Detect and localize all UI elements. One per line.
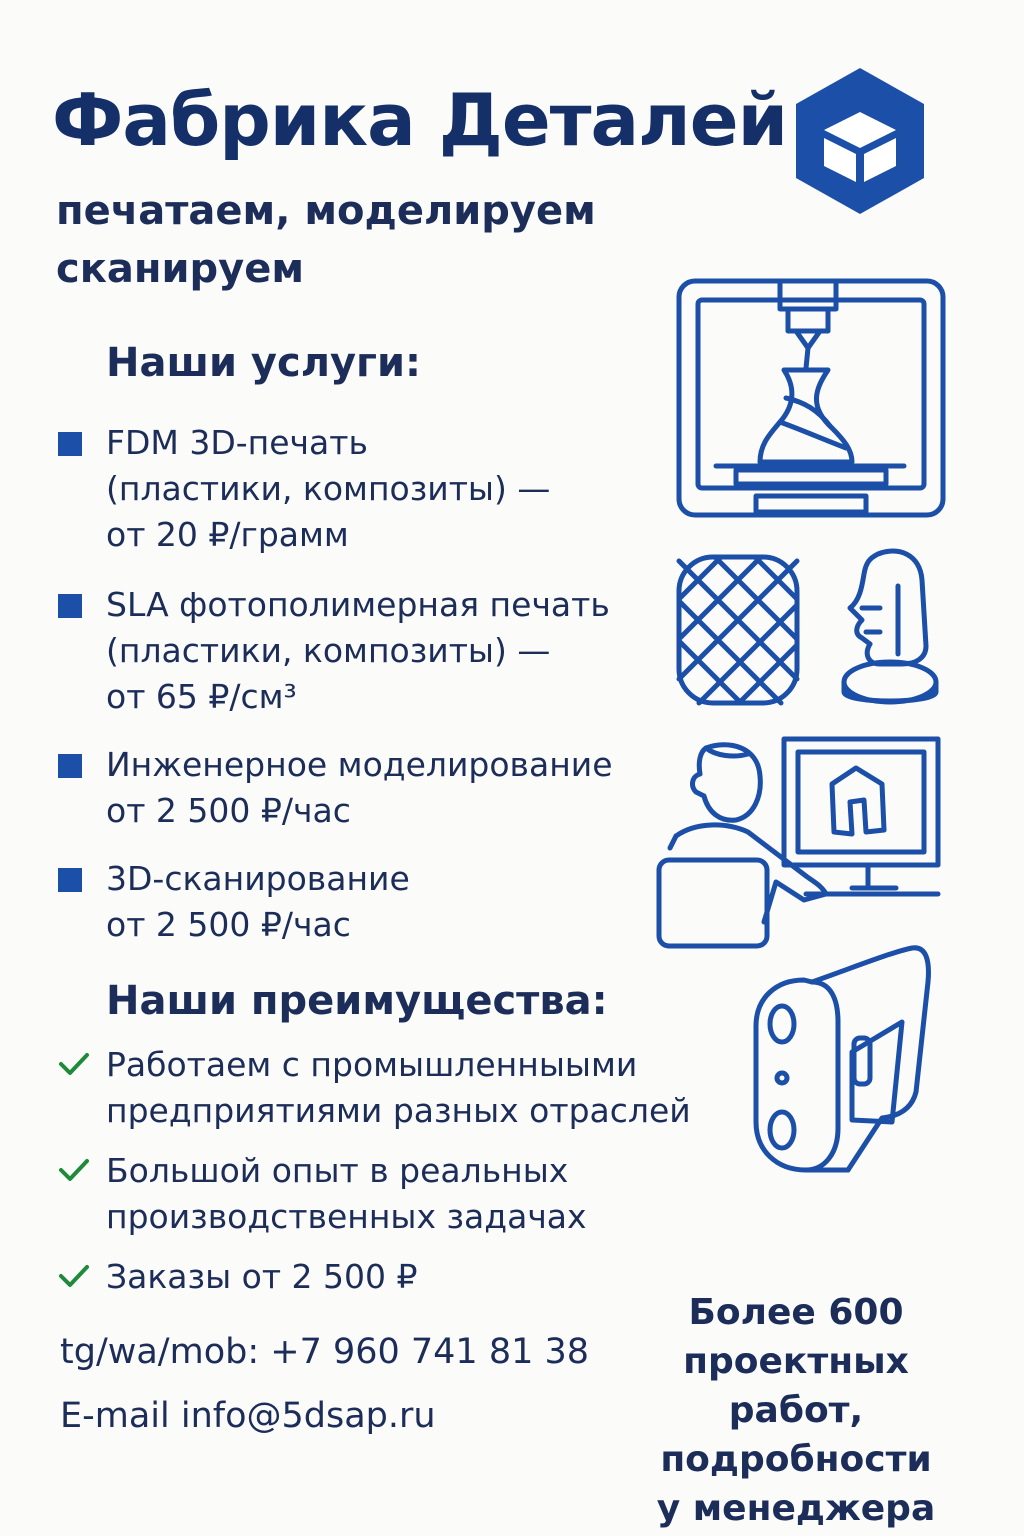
checkmark-icon (58, 1156, 90, 1184)
service-item-scanning (58, 856, 658, 948)
service-line: FDM 3D-печать (106, 423, 368, 462)
tagline-line-2: сканируем (56, 246, 305, 292)
service-line: Инженерное моделирование (106, 745, 613, 784)
lattice-cylinder-icon (676, 554, 800, 706)
advantage-item-industry (58, 1042, 738, 1134)
services-heading: Наши услуги: (106, 340, 421, 386)
service-line: (пластики, композиты) — (106, 469, 551, 508)
advantages-heading: Наши преимущества: (106, 978, 608, 1024)
statue-head-icon (840, 546, 940, 708)
service-line: 3D-сканирование (106, 859, 410, 898)
square-bullet-icon (58, 432, 82, 456)
3d-printer-icon (676, 278, 946, 518)
cube-hexagon-icon (796, 68, 924, 214)
phone-contact[interactable]: tg/wa/mob: +7 960 741 81 38 (60, 1332, 590, 1372)
projects-note-line: подробности (660, 1439, 932, 1480)
advantage-line: производственных задачах (106, 1197, 587, 1236)
advantage-item-experience (58, 1148, 658, 1240)
email-contact[interactable]: E-mail info@5dsap.ru (60, 1396, 436, 1436)
advantage-item-orders (58, 1254, 658, 1300)
service-item-sla (58, 582, 658, 720)
company-tagline (56, 182, 596, 298)
checkmark-icon (58, 1262, 90, 1290)
square-bullet-icon (58, 754, 82, 778)
square-bullet-icon (58, 868, 82, 892)
advantage-line: Заказы от 2 500 ₽ (106, 1257, 418, 1296)
service-price: от 65 ₽/см³ (106, 677, 297, 716)
handheld-scanner-icon (752, 942, 932, 1174)
advantage-line: предприятиями разных отраслей (106, 1091, 691, 1130)
service-item-fdm (58, 420, 658, 558)
service-line: SLA фотополимерная печать (106, 585, 610, 624)
service-line: (пластики, композиты) — (106, 631, 551, 670)
engineer-at-computer-icon (656, 736, 942, 950)
projects-note-line: Более 600 (688, 1292, 904, 1333)
projects-note (610, 1288, 982, 1533)
company-title: Фабрика Деталей (52, 78, 788, 162)
tagline-line-1: печатаем, моделируем (56, 188, 596, 234)
service-price: от 20 ₽/грамм (106, 515, 349, 554)
service-price: от 2 500 ₽/час (106, 905, 351, 944)
advantage-line: Большой опыт в реальных (106, 1151, 569, 1190)
service-price: от 2 500 ₽/час (106, 791, 351, 830)
projects-note-line: проектных работ, (683, 1341, 909, 1431)
projects-note-line: у менеджера (656, 1488, 936, 1529)
checkmark-icon (58, 1050, 90, 1078)
square-bullet-icon (58, 594, 82, 618)
service-item-modeling (58, 742, 658, 834)
advantage-line: Работаем с промышленныыми (106, 1045, 638, 1084)
